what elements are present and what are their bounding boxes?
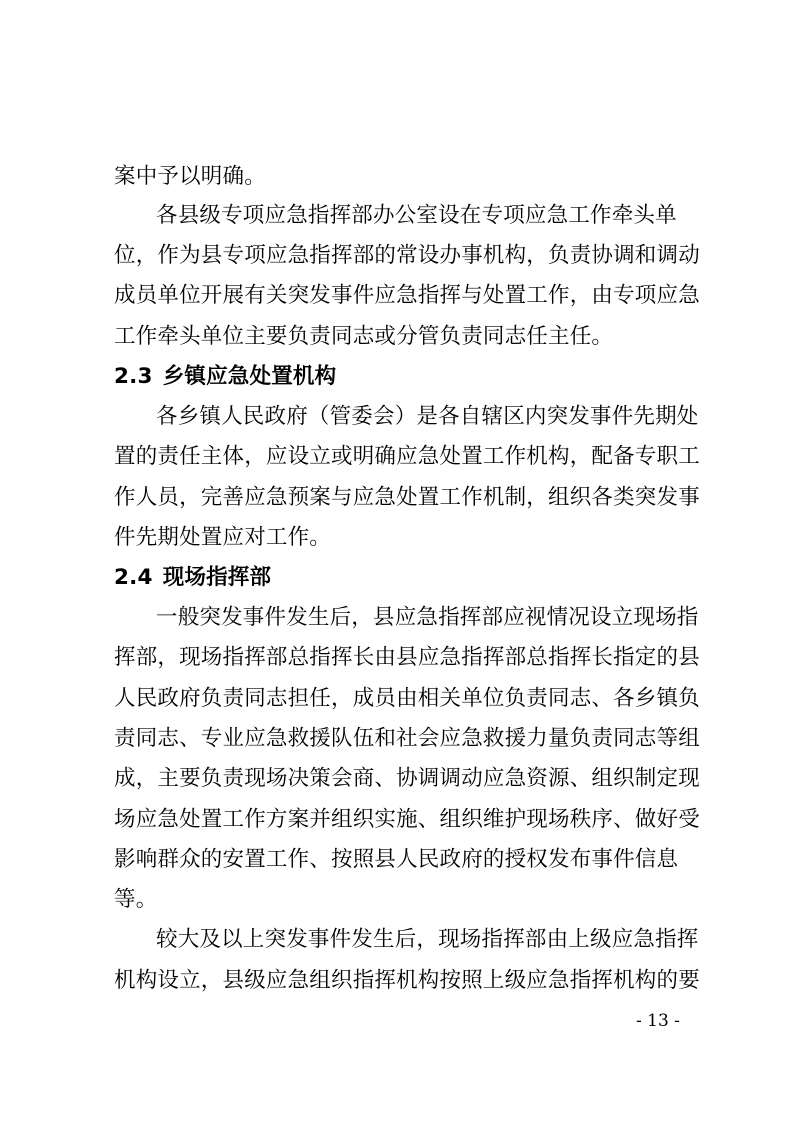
paragraph-line: 位，作为县专项应急指挥部的常设办事机构，负责协调和调动 — [114, 243, 700, 268]
paragraph-line: 工作牵头单位主要负责同志或分管负责同志任主任。 — [114, 324, 614, 349]
section-title: 现场指挥部 — [162, 565, 272, 590]
paragraph-line: 成员单位开展有关突发事件应急指挥与处置工作，由专项应急 — [114, 283, 700, 308]
paragraph-line: 一般突发事件发生后，县应急指挥部应视情况设立现场指 — [156, 605, 699, 630]
paragraph-line: 场应急处置工作方案并组织实施、组织维护现场秩序、做好受 — [114, 807, 700, 832]
paragraph-line: 各县级专项应急指挥部办公室设在专项应急工作牵头单 — [156, 203, 677, 228]
paragraph-line: 机构设立，县级应急组织指挥机构按照上级应急指挥机构的要 — [114, 968, 700, 993]
paragraph-line: 作人员，完善应急预案与应急处置工作机制，组织各类突发事 — [114, 485, 700, 510]
paragraph-line: 较大及以上突发事件发生后，现场指挥部由上级应急指挥 — [156, 927, 699, 952]
section-title: 乡镇应急处置机构 — [162, 364, 337, 389]
paragraph-line: 成，主要负责现场决策会商、协调调动应急资源、组织制定现 — [114, 766, 700, 791]
section-heading-2-4 — [114, 559, 271, 597]
paragraph-line: 人民政府负责同志担任，成员由相关单位负责同志、各乡镇负 — [114, 686, 700, 711]
paragraph-line: 案中予以明确。 — [114, 164, 266, 189]
page-number: - 13 - — [636, 1011, 680, 1031]
paragraph-line: 置的责任主体，应设立或明确应急处置工作机构，配备专职工 — [114, 444, 700, 469]
section-number: 2.3 — [114, 364, 153, 389]
section-heading-2-3 — [114, 358, 336, 396]
paragraph-line: 责同志、专业应急救援队伍和社会应急救援力量负责同志等组 — [114, 726, 700, 751]
paragraph-line: 等。 — [114, 887, 158, 912]
paragraph-line: 件先期处置应对工作。 — [114, 525, 332, 550]
paragraph-line: 各乡镇人民政府（管委会）是各自辖区内突发事件先期处 — [156, 404, 699, 429]
paragraph-line: 影响群众的安置工作、按照县人民政府的授权发布事件信息 — [114, 847, 679, 872]
section-number: 2.4 — [114, 565, 153, 590]
paragraph-line: 挥部，现场指挥部总指挥长由县应急指挥部总指挥长指定的县 — [114, 645, 700, 670]
